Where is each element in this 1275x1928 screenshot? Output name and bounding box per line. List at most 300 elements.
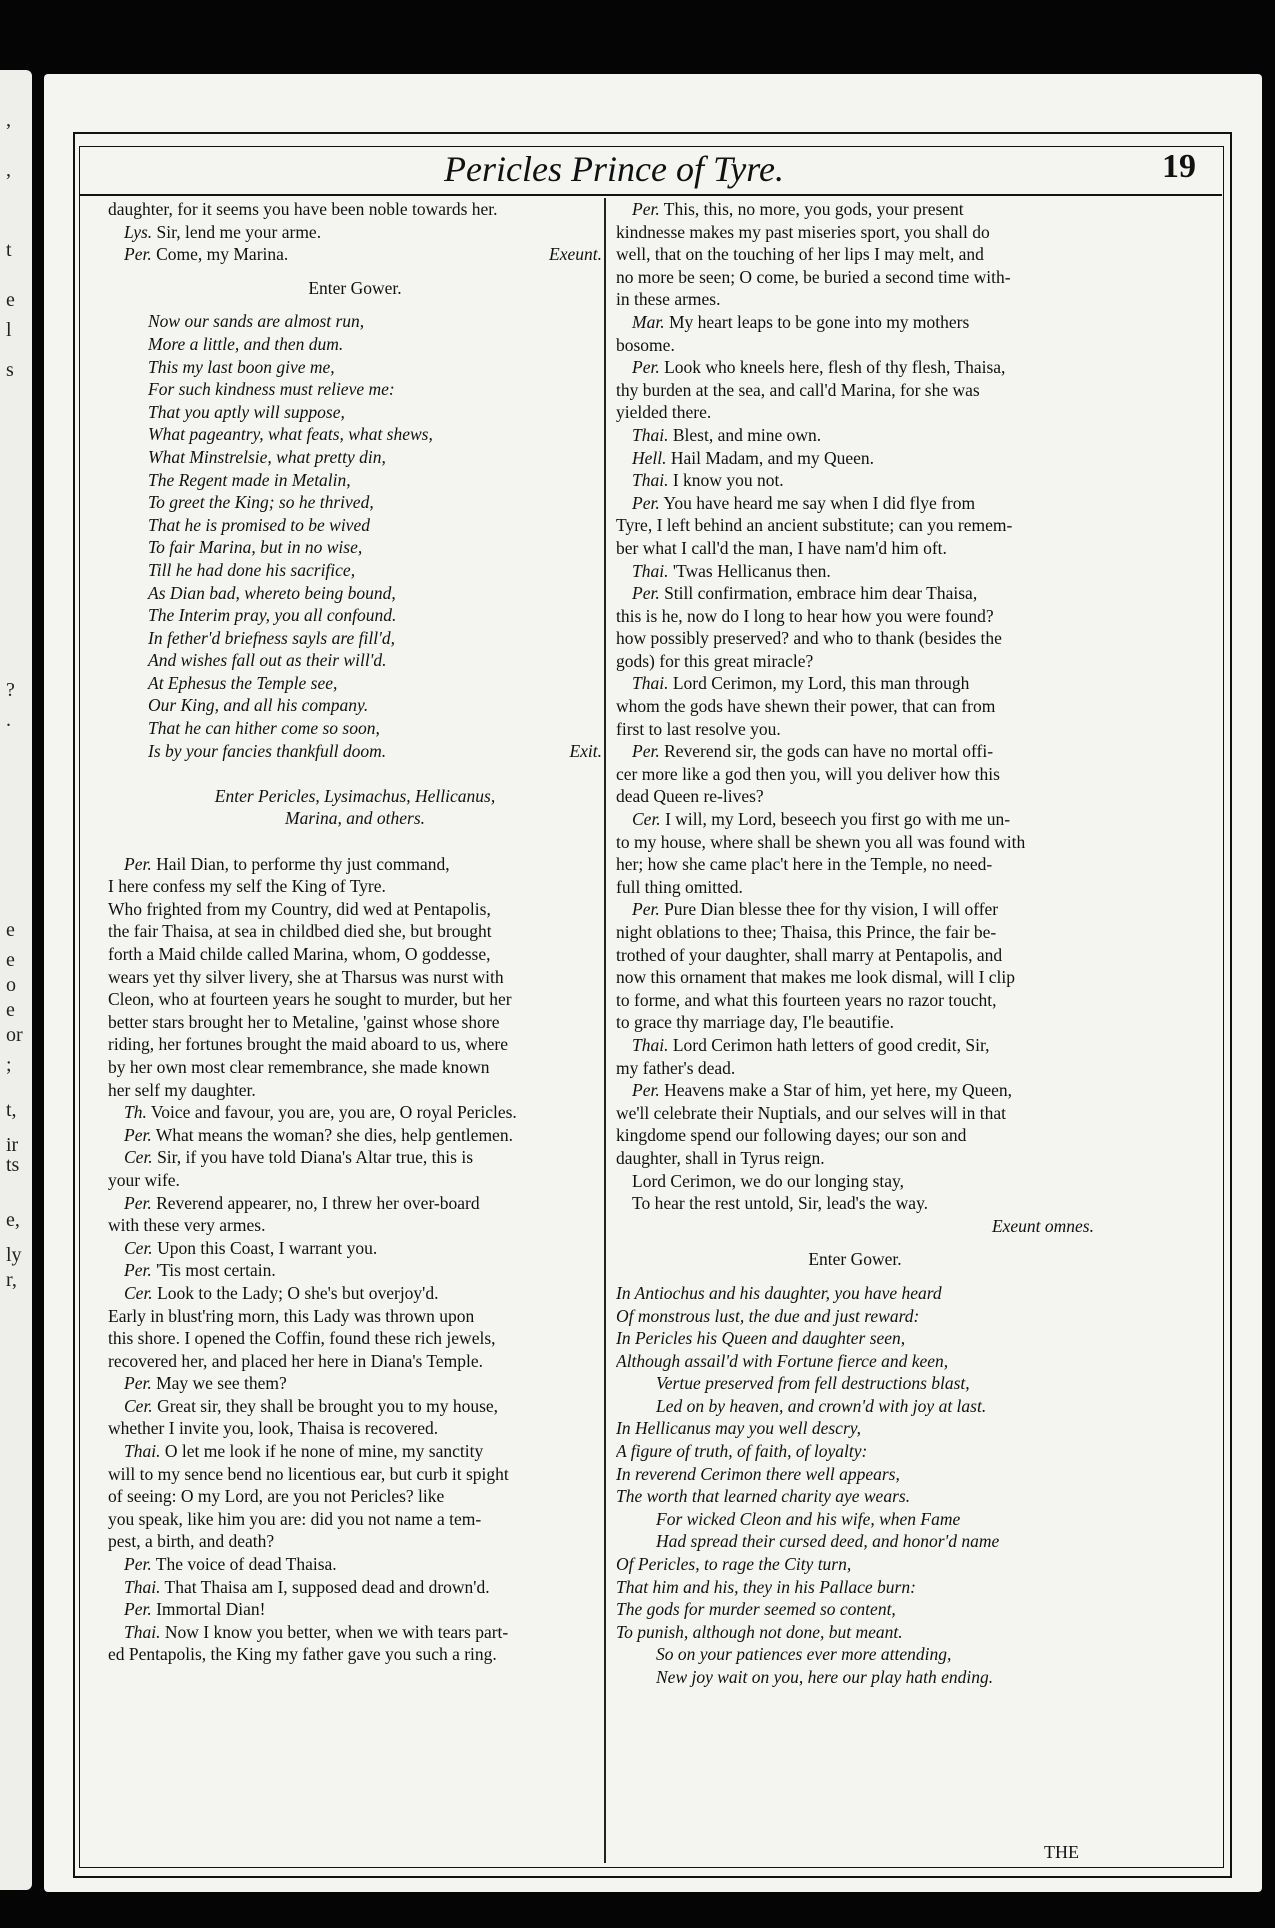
speaker-name: Per. xyxy=(632,199,660,219)
text-line xyxy=(616,1350,1094,1373)
line-text: The Regent made in Metalin, xyxy=(148,469,351,490)
text-line xyxy=(616,808,1094,831)
line-text: gods) for this great miracle? xyxy=(616,650,814,671)
line-text: I know you not. xyxy=(672,470,784,491)
speaker-name: Per. xyxy=(632,583,660,604)
text-line xyxy=(616,1170,1094,1193)
text-line xyxy=(616,785,1094,808)
text-line xyxy=(616,447,1094,470)
line-text: Exeunt omnes. xyxy=(991,1215,1094,1236)
margin-fragment: , xyxy=(6,109,11,131)
line-text: Look to the Lady; O she's but overjoy'd. xyxy=(157,1282,439,1303)
line-text: In Pericles his Queen and daughter seen, xyxy=(616,1328,906,1349)
line-text: forth a Maid childe called Marina, whom, O goddesse, xyxy=(108,944,491,964)
line-text: trothed of your daughter, shall marry at Pentapolis, and xyxy=(616,944,1003,965)
speaker-name: Lys. xyxy=(124,221,153,242)
text-line xyxy=(616,1643,1094,1666)
text-line xyxy=(108,966,602,989)
line-text: no more be seen; O come, be buried a second time with- xyxy=(616,266,1011,287)
speaker-name: Cer. xyxy=(124,1282,153,1303)
text-line xyxy=(108,717,602,740)
margin-fragment: r, xyxy=(6,1269,17,1291)
line-text: Hail Madam, and my Queen. xyxy=(670,447,875,468)
text-line xyxy=(616,514,1094,537)
line-text: Pure Dian blesse thee for thy vision, I will offer xyxy=(664,899,999,920)
text-line xyxy=(616,1485,1094,1508)
line-text: In Antiochus and his daughter, you have heard xyxy=(616,1282,942,1303)
text-line xyxy=(108,1463,602,1486)
text-line xyxy=(108,423,602,446)
line-text: O let me look if he none of mine, my sanctity xyxy=(164,1441,484,1462)
page-number: 19 xyxy=(1162,148,1196,185)
line-text: For wicked Cleon and his wife, when Fame xyxy=(656,1508,961,1529)
text-line xyxy=(108,401,602,424)
text-line xyxy=(108,446,602,469)
text-line xyxy=(616,221,1094,244)
book-page xyxy=(44,74,1262,1892)
text-line xyxy=(108,1237,602,1260)
line-text: As Dian bad, whereto being bound, xyxy=(148,582,396,603)
text-line xyxy=(108,1101,602,1124)
margin-fragment: e xyxy=(6,949,15,971)
text-line xyxy=(616,718,1094,741)
text-line xyxy=(616,198,1094,221)
line-text: To hear the rest untold, Sir, lead's the way. xyxy=(632,1193,929,1214)
text-line xyxy=(108,582,602,605)
text-line xyxy=(616,356,1094,379)
line-text: Lord Cerimon, my Lord, this man through xyxy=(672,673,970,694)
text-line xyxy=(108,243,602,266)
text-line xyxy=(108,920,602,943)
margin-fragment: ly xyxy=(6,1244,22,1266)
text-line xyxy=(616,1440,1094,1463)
text-line xyxy=(616,1530,1094,1553)
line-text: More a little, and then dum. xyxy=(148,333,344,354)
text-line xyxy=(108,1508,602,1531)
line-text: Is by your fancies thankfull doom. xyxy=(148,740,387,761)
line-text: In Hellicanus may you well descry, xyxy=(616,1418,861,1439)
margin-fragment: . xyxy=(6,709,11,731)
line-text: daughter, for it seems you have been noble towards her. xyxy=(108,199,498,219)
text-line xyxy=(616,1147,1094,1170)
text-line xyxy=(108,1192,602,1215)
line-text: Sir, if you have told Diana's Altar true, this is xyxy=(157,1147,474,1168)
speaker-name: Per. xyxy=(124,244,152,265)
left-page-edge xyxy=(0,70,32,1890)
stage-direction-exit: Exeunt. xyxy=(549,244,602,265)
line-text: The Interim pray, you all confound. xyxy=(148,605,397,626)
speaker-name: Per. xyxy=(124,1124,152,1145)
speaker-name: Per. xyxy=(632,899,660,920)
text-line xyxy=(616,1011,1094,1034)
speaker-name: Thai. xyxy=(632,470,669,491)
line-text: This, this, no more, you gods, your present xyxy=(663,199,964,219)
line-text: her; how she came plac't here in the Temple, no need- xyxy=(616,854,993,875)
line-text: Now our sands are almost run, xyxy=(148,311,365,332)
column-divider xyxy=(604,198,606,1863)
text-line xyxy=(616,1553,1094,1576)
line-text: You have heard me say when I did flye from xyxy=(663,492,976,513)
speaker-name: Per. xyxy=(632,357,660,378)
text-line xyxy=(108,1169,602,1192)
speaker-name: Per. xyxy=(124,853,152,874)
text-line xyxy=(616,763,1094,786)
line-text: In reverend Cerimon there well appears, xyxy=(616,1463,900,1484)
text-line xyxy=(616,853,1094,876)
text-line xyxy=(616,469,1094,492)
speaker-name: Per. xyxy=(124,1192,152,1213)
line-text: will to my sence bend no licentious ear, but curb it spight xyxy=(108,1463,509,1484)
text-line xyxy=(108,1350,602,1373)
stage-direction xyxy=(616,1248,1094,1271)
line-text: better stars brought her to Metaline, 'gainst whose shore xyxy=(108,1011,500,1032)
speaker-name: Thai. xyxy=(632,673,669,694)
line-text: What pageantry, what feats, what shews, xyxy=(148,424,433,445)
margin-fragment: or xyxy=(6,1024,23,1046)
line-text: In fether'd briefness sayls are fill'd, xyxy=(148,627,395,648)
speaker-name: Thai. xyxy=(632,560,669,581)
line-text: Led on by heaven, and crown'd with joy at last. xyxy=(656,1395,987,1416)
line-text: So on your patiences ever more attending, xyxy=(656,1644,952,1665)
line-text: Had spread their cursed deed, and honor'd name xyxy=(656,1531,1000,1552)
stage-direction xyxy=(108,807,602,830)
margin-fragment: ; xyxy=(6,1054,12,1076)
margin-fragment: e xyxy=(6,919,15,941)
text-line xyxy=(108,1372,602,1395)
line-text: I will, my Lord, beseech you first go with me un- xyxy=(665,809,1011,830)
text-line xyxy=(616,1305,1094,1328)
text-line xyxy=(616,492,1094,515)
text-line xyxy=(616,334,1094,357)
line-text: What Minstrelsie, what pretty din, xyxy=(148,446,386,467)
line-text: her self my daughter. xyxy=(108,1079,256,1100)
margin-fragment: ts xyxy=(6,1154,20,1176)
speaker-name: Per. xyxy=(124,1554,152,1575)
text-line xyxy=(616,243,1094,266)
margin-fragment: e, xyxy=(6,1209,20,1231)
text-line xyxy=(616,1417,1094,1440)
text-line xyxy=(108,1395,602,1418)
text-line xyxy=(108,356,602,379)
catchword: THE xyxy=(1044,1842,1079,1862)
line-text: Of Pericles, to rage the City turn, xyxy=(616,1554,852,1575)
margin-fragment: s xyxy=(6,359,14,381)
text-line xyxy=(616,582,1094,605)
right-column xyxy=(616,198,1094,1689)
line-text: To greet the King; so he thrived, xyxy=(148,492,374,513)
text-line xyxy=(616,1598,1094,1621)
text-line xyxy=(108,988,602,1011)
text-line xyxy=(108,491,602,514)
text-line xyxy=(616,266,1094,289)
text-line xyxy=(108,1327,602,1350)
speaker-name: Thai. xyxy=(632,1034,669,1055)
line-text: May we see them? xyxy=(156,1373,287,1394)
running-title: Pericles Prince of Tyre. xyxy=(444,149,784,189)
text-line xyxy=(108,1553,602,1576)
text-line xyxy=(108,1643,602,1666)
spacer xyxy=(616,1271,1094,1282)
text-line xyxy=(616,311,1094,334)
line-text: What means the woman? she dies, help gentlemen. xyxy=(155,1124,513,1145)
line-text: pest, a birth, and death? xyxy=(108,1531,275,1552)
line-text: Reverend sir, the gods can have no mortal offi- xyxy=(664,741,994,762)
line-text: kingdome spend our following dayes; our son and xyxy=(616,1125,967,1146)
speaker-name: Per. xyxy=(632,492,660,513)
text-line xyxy=(108,221,602,244)
line-text: my father's dead. xyxy=(616,1057,736,1078)
line-text: The gods for murder seemed so content, xyxy=(616,1599,896,1620)
speaker-name: Mar. xyxy=(632,311,665,332)
line-text: The voice of dead Thaisa. xyxy=(155,1554,337,1575)
line-text: daughter, shall in Tyrus reign. xyxy=(616,1147,825,1168)
text-line xyxy=(616,1463,1094,1486)
text-line xyxy=(108,1214,602,1237)
text-line xyxy=(616,379,1094,402)
line-text: A figure of truth, of faith, of loyalty: xyxy=(616,1441,868,1462)
line-text: To fair Marina, but in no wise, xyxy=(148,537,363,558)
speaker-name: Cer. xyxy=(124,1395,153,1416)
line-text: bosome. xyxy=(616,334,675,355)
speaker-name: Thai. xyxy=(632,424,669,445)
text-line xyxy=(108,536,602,559)
line-text: Marina, and others. xyxy=(285,808,425,829)
speaker-name: Cer. xyxy=(632,809,661,830)
line-text: That he is promised to be wived xyxy=(148,514,370,535)
line-text: cer more like a god then you, will you deliver how this xyxy=(616,763,1000,784)
text-line xyxy=(108,310,602,333)
text-line xyxy=(108,1305,602,1328)
text-line xyxy=(108,1440,602,1463)
speaker-name: Th. xyxy=(124,1102,147,1123)
line-text: to forme, and what this fourteen years no razor toucht, xyxy=(616,989,997,1010)
line-text: Tyre, I left behind an ancient substitute; can you remem- xyxy=(616,515,1013,536)
speaker-name: Per. xyxy=(124,1260,152,1281)
line-text: night oblations to thee; Thaisa, this Prince, the fair be- xyxy=(616,922,997,942)
line-text: That him and his, they in his Pallace burn: xyxy=(616,1576,916,1597)
line-text: Of monstrous lust, the due and just reward: xyxy=(616,1305,920,1326)
header-rule xyxy=(79,194,1222,196)
text-line xyxy=(108,604,602,627)
text-line xyxy=(108,740,602,763)
line-text: Sir, lend me your arme. xyxy=(156,221,322,242)
text-line xyxy=(108,1056,602,1079)
line-text: Reverend appearer, no, I threw her over-board xyxy=(156,1192,480,1213)
text-line xyxy=(108,649,602,672)
text-line xyxy=(108,1417,602,1440)
text-line xyxy=(108,1146,602,1169)
text-line xyxy=(108,1530,602,1553)
line-text: the fair Thaisa, at sea in childbed died she, but brought xyxy=(108,921,492,942)
line-text: Heavens make a Star of him, yet here, my Queen, xyxy=(664,1080,1013,1101)
text-line xyxy=(108,853,602,876)
text-line xyxy=(108,672,602,695)
margin-fragment: , xyxy=(6,159,11,181)
speaker-name: Cer. xyxy=(124,1237,153,1258)
margin-fragment: ir xyxy=(6,1134,19,1156)
line-text: Enter Pericles, Lysimachus, Hellicanus, xyxy=(214,785,496,806)
line-text: And wishes fall out as their will'd. xyxy=(148,650,387,671)
text-line xyxy=(616,650,1094,673)
line-text: you speak, like him you are: did you not name a tem- xyxy=(108,1508,482,1529)
text-line xyxy=(616,1508,1094,1531)
speaker-name: Cer. xyxy=(124,1147,153,1168)
speaker-name: Per. xyxy=(124,1373,152,1394)
text-line xyxy=(616,921,1094,944)
speaker-name: Per. xyxy=(124,1599,152,1620)
line-text: Upon this Coast, I warrant you. xyxy=(157,1237,378,1258)
line-text: whether I invite you, look, Thaisa is recovered. xyxy=(108,1418,439,1439)
line-text: Lord Cerimon, we do our longing stay, xyxy=(632,1170,905,1191)
line-text: Come, my Marina. xyxy=(156,244,289,265)
margin-fragment: t, xyxy=(6,1099,17,1121)
line-text: Lord Cerimon hath letters of good credit, Sir, xyxy=(672,1034,990,1055)
line-text: how possibly preserved? and who to thank (besides the xyxy=(616,628,1002,649)
line-text: Blest, and mine own. xyxy=(672,424,822,445)
text-line xyxy=(108,1598,602,1621)
margin-fragment: t xyxy=(6,239,12,261)
text-line xyxy=(108,898,602,921)
line-text: ber what I call'd the man, I have nam'd him oft. xyxy=(616,537,947,558)
text-line xyxy=(108,1259,602,1282)
line-text: Immortal Dian! xyxy=(156,1599,266,1620)
text-line xyxy=(108,1621,602,1644)
margin-fragment: l xyxy=(6,319,12,341)
text-line xyxy=(108,469,602,492)
text-line xyxy=(616,740,1094,763)
text-line xyxy=(108,694,602,717)
spacer xyxy=(108,299,602,310)
line-text: full thing omitted. xyxy=(616,876,743,897)
text-line xyxy=(108,943,602,966)
line-text: in these armes. xyxy=(616,289,721,310)
speaker-name: Thai. xyxy=(124,1576,161,1597)
text-line xyxy=(108,1079,602,1102)
text-line xyxy=(616,1102,1094,1125)
line-text: of seeing: O my Lord, are you not Pericles? like xyxy=(108,1486,445,1507)
spacer xyxy=(108,762,602,785)
line-text: Still confirmation, embrace him dear Thaisa, xyxy=(664,583,978,604)
text-line xyxy=(616,1282,1094,1305)
text-line xyxy=(616,1395,1094,1418)
line-text: to grace thy marriage day, I'le beautifie. xyxy=(616,1012,894,1033)
text-line xyxy=(616,1124,1094,1147)
line-text: Enter Gower. xyxy=(308,277,402,298)
line-text: That you aptly will suppose, xyxy=(148,401,345,422)
line-text: Enter Gower. xyxy=(808,1249,902,1270)
text-line xyxy=(108,627,602,650)
line-text: your wife. xyxy=(108,1169,180,1190)
text-line xyxy=(108,198,602,221)
line-text: with these very armes. xyxy=(108,1215,266,1236)
margin-fragment: e xyxy=(6,999,15,1021)
line-text: Great sir, they shall be brought you to my house, xyxy=(157,1395,499,1416)
line-text: now this ornament that makes me look dismal, will I clip xyxy=(616,967,1016,988)
line-text: Cleon, who at fourteen years he sought to murder, but her xyxy=(108,989,512,1010)
line-text: Voice and favour, you are, you are, O royal Pericles. xyxy=(150,1102,517,1123)
text-line xyxy=(108,1576,602,1599)
line-text: thy burden at the sea, and call'd Marina, for she was xyxy=(616,379,980,400)
text-line xyxy=(616,627,1094,650)
line-text: Who frighted from my Country, did wed at Pentapolis, xyxy=(108,898,491,919)
text-line xyxy=(108,1011,602,1034)
text-line xyxy=(616,1192,1094,1215)
line-text: 'Tis most certain. xyxy=(156,1260,276,1281)
line-text: Hail Dian, to performe thy just command, xyxy=(156,853,450,874)
text-line xyxy=(616,1327,1094,1350)
text-line xyxy=(108,559,602,582)
line-text: To punish, although not done, but meant. xyxy=(616,1621,903,1642)
line-text: That he can hither come so soon, xyxy=(148,718,380,739)
text-line xyxy=(108,1033,602,1056)
line-text: this is he, now do I long to hear how you were found? xyxy=(616,605,994,626)
text-line xyxy=(108,875,602,898)
line-text: this shore. I opened the Coffin, found these rich jewels, xyxy=(108,1328,496,1349)
text-line xyxy=(616,288,1094,311)
text-line xyxy=(616,966,1094,989)
line-text: whom the gods have shewn their power, that can from xyxy=(616,696,996,717)
line-text: I here confess my self the King of Tyre. xyxy=(108,876,386,897)
line-text: by her own most clear remembrance, she made known xyxy=(108,1056,490,1077)
line-text: riding, her fortunes brought the maid aboard to us, where xyxy=(108,1034,508,1055)
line-text: wears yet thy silver livery, she at Tharsus was nurst with xyxy=(108,966,504,987)
text-line xyxy=(616,1372,1094,1395)
text-line xyxy=(108,1282,602,1305)
line-text: to my house, where shall be shewn you all was found with xyxy=(616,831,1026,852)
line-text: For such kindness must relieve me: xyxy=(148,379,395,400)
line-text: That Thaisa am I, supposed dead and drown'd. xyxy=(164,1576,490,1597)
text-line xyxy=(616,1666,1094,1689)
line-text: well, that on the touching of her lips I may melt, and xyxy=(616,244,984,265)
line-text: first to last resolve you. xyxy=(616,718,781,739)
speaker-name: Per. xyxy=(632,741,660,762)
text-line xyxy=(616,898,1094,921)
line-text: Vertue preserved from fell destructions blast, xyxy=(656,1373,970,1394)
text-line xyxy=(108,1485,602,1508)
text-line xyxy=(616,1057,1094,1080)
text-line xyxy=(616,831,1094,854)
text-line xyxy=(616,424,1094,447)
line-text: Our King, and all his company. xyxy=(148,695,369,716)
line-text: My heart leaps to be gone into my mothers xyxy=(668,311,970,332)
line-text: yielded there. xyxy=(616,402,712,423)
line-text: Till he had done his sacrifice, xyxy=(148,559,356,580)
text-line xyxy=(108,1124,602,1147)
line-text: Look who kneels here, flesh of thy flesh, Thaisa, xyxy=(664,357,1006,378)
margin-fragment: o xyxy=(6,974,16,996)
text-line xyxy=(616,537,1094,560)
spacer xyxy=(108,830,602,853)
line-text: kindnesse makes my past miseries sport, you shall do xyxy=(616,221,990,242)
stage-direction xyxy=(108,785,602,808)
text-line xyxy=(616,1034,1094,1057)
text-line xyxy=(616,1215,1094,1238)
line-text: Now I know you better, when we with tears part- xyxy=(164,1621,509,1642)
spacer xyxy=(616,1237,1094,1248)
line-text: recovered her, and placed her here in Diana's Temple. xyxy=(108,1350,484,1371)
left-column xyxy=(108,198,602,1666)
speaker-name: Thai. xyxy=(124,1621,161,1642)
text-line xyxy=(616,989,1094,1012)
line-text: At Ephesus the Temple see, xyxy=(148,672,338,693)
text-line xyxy=(616,695,1094,718)
line-text: This my last boon give me, xyxy=(148,356,335,377)
text-line xyxy=(616,1621,1094,1644)
text-line xyxy=(108,514,602,537)
text-line xyxy=(616,401,1094,424)
text-line xyxy=(616,1576,1094,1599)
text-line xyxy=(616,605,1094,628)
